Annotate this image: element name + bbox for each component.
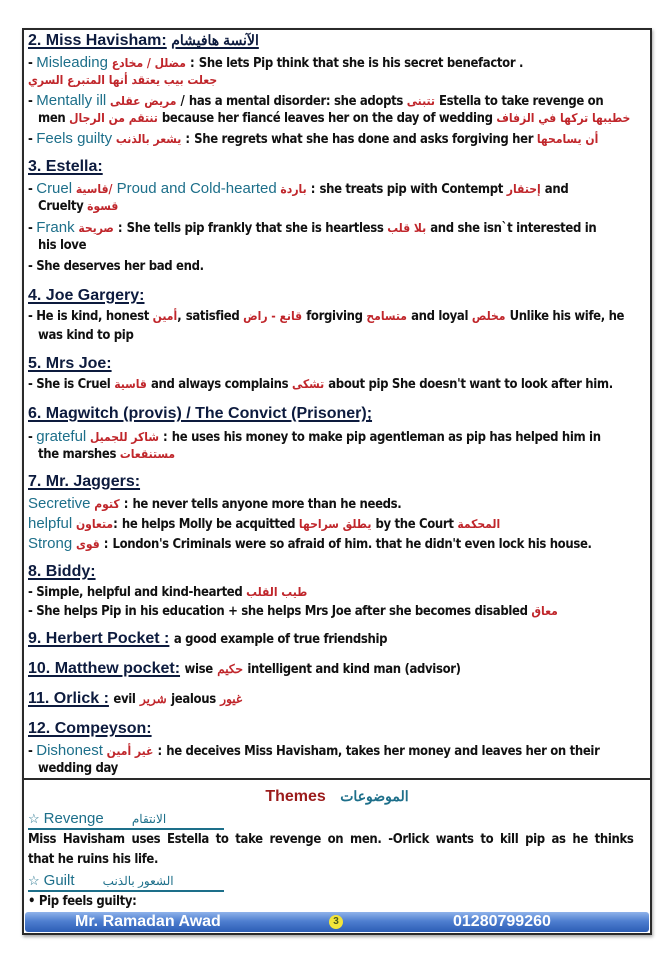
text: : She tells pip frankly that she is heartless xyxy=(117,221,384,236)
heading-text: 2. Miss Havisham: xyxy=(28,32,167,49)
text: : he helps Molly be acquitted xyxy=(113,517,296,532)
line-misleading xyxy=(28,54,646,71)
heading-text: 9. Herbert Pocket : xyxy=(28,630,170,647)
keyword: Misleading xyxy=(36,54,108,71)
page-number-badge: 3 xyxy=(329,915,343,929)
section-miss-havisham-heading xyxy=(28,32,259,50)
arabic-term: قوى xyxy=(75,537,100,551)
text: Unlike his wife, he xyxy=(509,309,625,324)
dash: - xyxy=(28,94,37,109)
arabic-term: تنتقم من الرجال xyxy=(69,111,158,125)
themes-title-ar: الموضوعات xyxy=(340,788,409,804)
line-marshes xyxy=(38,447,646,462)
arabic-term: تشكى xyxy=(291,377,325,391)
heading-text: 12. Compeyson: xyxy=(28,720,152,737)
line-kind-to-pip xyxy=(38,328,646,343)
line-guilt-1 xyxy=(28,894,646,909)
dash: - xyxy=(28,221,37,236)
keyword: grateful xyxy=(36,428,87,445)
keyword: helpful xyxy=(28,515,73,532)
text: , satisfied xyxy=(177,309,240,324)
text: - She helps Pip in his education + she helps Mrs Joe after she becomes disabled xyxy=(28,604,528,619)
section-matthew-pocket xyxy=(28,660,461,678)
line-dishonest xyxy=(28,742,646,759)
keyword: Dishonest xyxy=(36,742,103,759)
text: was kind to pip xyxy=(38,328,134,343)
line-biddy-helps xyxy=(28,604,646,619)
text: : he never tells anyone more than he needs. xyxy=(123,497,402,512)
text: his love xyxy=(38,238,87,253)
theme-label: Guilt xyxy=(43,872,75,889)
line-arabic-translation xyxy=(28,73,646,88)
line-his-love xyxy=(38,238,646,253)
heading-text: 6. Magwitch (provis) / The Convict (Prisoner); xyxy=(28,405,373,422)
line-mrs-joe xyxy=(28,377,646,392)
theme-label-ar: الانتقام xyxy=(131,812,167,826)
arabic-term: شرير xyxy=(140,692,167,706)
arabic-term: قسوة xyxy=(87,199,119,213)
text: wise xyxy=(184,662,213,677)
line-helpful xyxy=(28,515,646,532)
arabic-term: مخلص xyxy=(471,309,506,323)
footer-bar xyxy=(25,912,649,932)
text: forgiving xyxy=(306,309,363,324)
text: a good example of true friendship xyxy=(173,632,388,647)
themes-title xyxy=(28,788,646,806)
text: evil xyxy=(113,692,136,707)
line-strong xyxy=(28,535,646,552)
theme-label: Revenge xyxy=(43,810,104,827)
text: : she treats pip with Contempt xyxy=(310,182,504,197)
arabic-term: قاسية/ xyxy=(75,182,113,196)
text: wedding day xyxy=(38,761,118,776)
star-icon: ☆ xyxy=(28,873,40,888)
line-grateful xyxy=(28,428,646,445)
text: : he uses his money to make pip agentleman as pip has helped him in xyxy=(163,430,601,445)
arabic-term: بلا قلب xyxy=(387,221,427,235)
text: : London's Criminals were so afraid of him. that he didn't even lock his house. xyxy=(103,537,592,552)
heading-text: 7. Mr. Jaggers: xyxy=(28,473,141,490)
line-frank xyxy=(28,219,646,236)
star-icon: ☆ xyxy=(28,811,40,826)
line-biddy-simple xyxy=(28,585,646,600)
section-mrs-joe-heading xyxy=(28,355,112,373)
arabic-term: قاسية xyxy=(114,377,147,391)
arabic-term: غيور xyxy=(220,692,243,706)
section-joe-gargery-heading xyxy=(28,287,145,305)
section-orlick xyxy=(28,690,242,708)
heading-text: 10. Matthew pocket: xyxy=(28,660,181,677)
text: and always complains xyxy=(150,377,289,392)
text: and xyxy=(544,182,569,197)
section-biddy-heading xyxy=(28,563,96,581)
dash: - xyxy=(28,132,37,147)
theme-revenge-heading xyxy=(28,810,224,830)
line-men-wedding xyxy=(38,111,646,126)
text: / has a mental disorder: she adopts xyxy=(180,94,404,109)
arabic-term: خطيبها تركها في الزفاف xyxy=(496,111,631,125)
text: that he ruins his life. xyxy=(28,852,159,867)
text: • Pip feels guilty: xyxy=(28,894,137,909)
line-feels-guilty xyxy=(28,130,646,147)
line-cruel-proud xyxy=(28,180,646,197)
arabic-line: جعلت بيب يعتقد أنها المتبرع السري xyxy=(28,73,218,87)
arabic-term: غير أمين xyxy=(106,744,154,758)
text: jealous xyxy=(171,692,216,707)
section-jaggers-heading xyxy=(28,473,140,491)
arabic-term: قانع - راض xyxy=(243,309,303,323)
keyword: Cruel xyxy=(36,180,73,197)
arabic-term: أمين xyxy=(152,309,178,323)
dash: - xyxy=(28,744,37,759)
arabic-term: أن يسامحها xyxy=(536,132,599,146)
section-divider xyxy=(24,778,650,780)
arabic-term: مضلل / مخادع xyxy=(111,56,186,70)
text: : he deceives Miss Havisham, takes her money and leaves her on their xyxy=(157,744,600,759)
dash: - xyxy=(28,56,37,71)
arabic-term: طيب القلب xyxy=(246,585,308,599)
arabic-term: متعاون xyxy=(75,517,114,531)
arabic-term: يشعر بالذنب xyxy=(115,132,182,146)
text: men xyxy=(38,111,66,126)
arabic-term: يطلق سراحها xyxy=(298,517,372,531)
section-magwitch-heading xyxy=(28,405,372,423)
phone-number: 01280799260 xyxy=(453,913,551,930)
arabic-term: كتوم xyxy=(94,497,120,511)
line-joe-traits xyxy=(28,309,646,324)
text: about pip She doesn't want to look after him. xyxy=(328,377,613,392)
line-bad-end xyxy=(28,259,646,274)
text: by the Court xyxy=(375,517,454,532)
arabic-term: تتبنى xyxy=(406,94,435,108)
heading-text: 8. Biddy: xyxy=(28,563,96,580)
dash: - xyxy=(28,182,37,197)
line-cruelty xyxy=(38,199,646,214)
text: Miss Havisham uses Estella to take revenge on men. -Orlick wants to kill pip as he thinks xyxy=(28,832,634,847)
arabic-term: باردة xyxy=(280,182,307,196)
section-compeyson-heading xyxy=(28,720,152,738)
dash: - xyxy=(28,430,37,445)
arabic-term: مريض عقلى xyxy=(110,94,177,108)
heading-text: 11. Orlick : xyxy=(28,690,109,707)
text: Estella to take revenge on xyxy=(439,94,604,109)
section-herbert-pocket xyxy=(28,630,387,648)
text: : She regrets what she has done and asks forgiving her xyxy=(185,132,534,147)
line-wedding-day xyxy=(38,761,646,776)
author-name: Mr. Ramadan Awad xyxy=(75,913,221,930)
keyword: Secretive xyxy=(28,495,91,512)
arabic-term: المحكمة xyxy=(457,517,501,531)
line-secretive xyxy=(28,495,646,512)
section-estella-heading xyxy=(28,158,103,176)
arabic-term: متسامح xyxy=(366,309,407,323)
arabic-term: مستنقعات xyxy=(119,447,176,461)
text: : She lets Pip think that she is his secret benefactor . xyxy=(190,56,524,71)
text: intelligent and kind man (advisor) xyxy=(247,662,461,677)
text: - She deserves her bad end. xyxy=(28,259,204,274)
arabic-term: معاق xyxy=(531,604,558,618)
keyword: Frank xyxy=(36,219,75,236)
arabic-term: حكيم xyxy=(217,662,243,676)
themes-title-en: Themes xyxy=(265,788,326,805)
arabic-term: صريحة xyxy=(78,221,114,235)
text: Cruelty xyxy=(38,199,84,214)
keyword: Proud and Cold-hearted xyxy=(116,180,277,197)
theme-guilt-heading xyxy=(28,872,224,892)
heading-text: 3. Estella: xyxy=(28,158,103,175)
keyword: Strong xyxy=(28,535,73,552)
arabic-term: شاكر للجميل xyxy=(90,430,159,444)
theme-label-ar: الشعور بالذنب xyxy=(102,874,174,888)
heading-arabic: الآنسة هافيشام xyxy=(171,32,259,48)
line-revenge-1 xyxy=(28,832,646,847)
text: and loyal xyxy=(411,309,469,324)
text: - She is Cruel xyxy=(28,377,111,392)
text: - Simple, helpful and kind-hearted xyxy=(28,585,243,600)
text: the marshes xyxy=(38,447,117,462)
heading-text: 5. Mrs Joe: xyxy=(28,355,112,372)
heading-text: 4. Joe Gargery: xyxy=(28,287,145,304)
keyword: Mentally ill xyxy=(36,92,107,109)
text: and she isn`t interested in xyxy=(430,221,597,236)
line-mentally-ill xyxy=(28,92,646,109)
worksheet-page xyxy=(22,28,652,935)
keyword: Feels guilty xyxy=(36,130,113,147)
arabic-term: إحتقار xyxy=(506,182,541,196)
line-revenge-2 xyxy=(28,852,646,867)
text: because her fiancé leaves her on the day of wedding xyxy=(161,111,493,126)
text: - He is kind, honest xyxy=(28,309,149,324)
